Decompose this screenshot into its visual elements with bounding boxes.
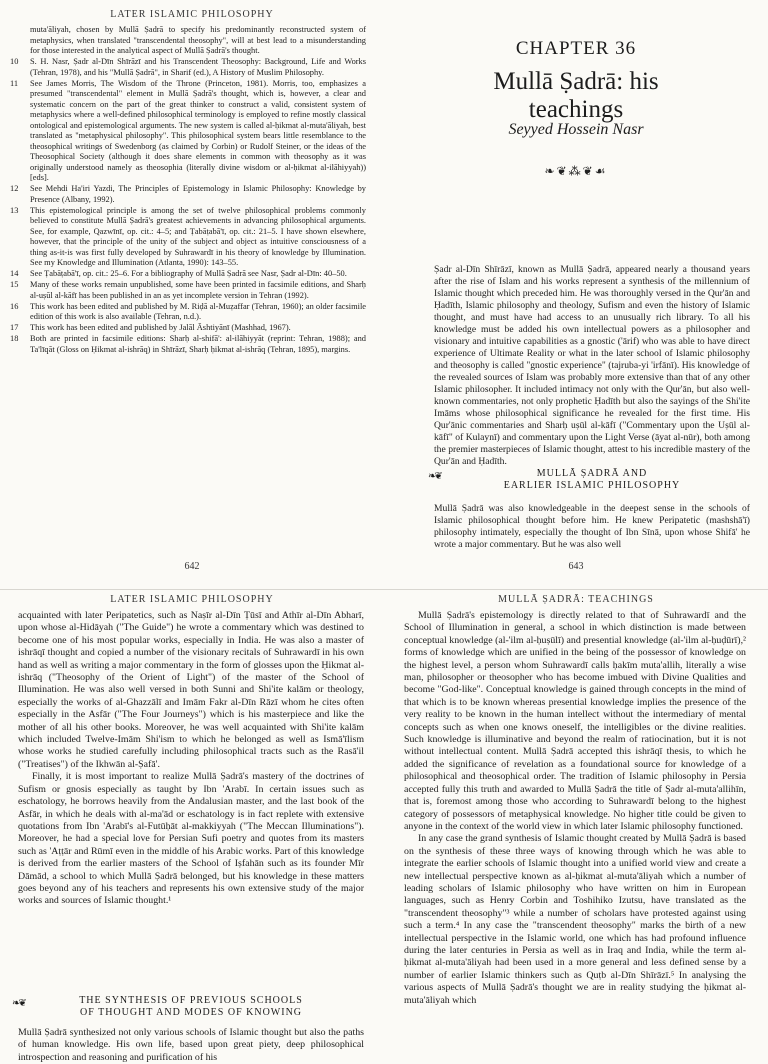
section-heading-line: MULLĀ ṢADRĀ AND bbox=[536, 468, 648, 479]
page-642 bbox=[0, 0, 384, 590]
body-text bbox=[18, 1027, 364, 1064]
paragraph: In any case the grand synthesis of Islamic thought created by Mullā Ṣadrā is based on the synthesis of these three ways of knowing through which he was able to integrate the earlier schools of Islamic thought into a unified world view and create a new intellectual perspective known as al-ḥikmat al-muta'āliyah which a number of leading scholars of Islamic philosophy who have written on him in European languages, such as Henry Corbin and Toshihiko Izutsu, have translated as the "transcendent theosophy"³ while a number of scholars have protested against using such a term.⁴ In any case the "transcendent theosophy" marks the birth of a new intellectual perspective in the Islamic world, one which has had profound influence during the later centuries in Persia as well as in Iraq and India, while the term al-ḥikmat al-muta'āliyah had been used in a more general and less defined sense by a number of earlier Islamic thinkers such as Quṭb al-Dīn Shīrāzī.⁵ In analysing the various aspects of Mullā Ṣadrā's thought we are in reality studying the ḥikmat al-muta'āliyah which bbox=[404, 833, 746, 1006]
endnotes bbox=[10, 25, 366, 356]
body-text bbox=[434, 264, 750, 468]
page-number: 642 bbox=[184, 561, 200, 572]
endnote: 14 See Ṭabāṭabā'ī, op. cit.: 25–6. For a bibliography of Mullā Ṣadrā see Nasr, Ṣadr al-Dīn: 40–50. bbox=[10, 269, 347, 278]
endnote: 18 Both are printed in facsimile editions: Sharḥ al-shifā': al-ilāhiyyāt (reprint: Tehran, 1988); and Ta'līqāt (Gloss on Ḥikmat al-ishrāq) in Shīrāzī, Sharḥ ḥikmat al-ishrāq (Tehran, 1895), margins. bbox=[10, 334, 366, 354]
section-heading-line: THE SYNTHESIS OF PREVIOUS SCHOOLS bbox=[79, 995, 303, 1006]
section-heading bbox=[428, 468, 750, 492]
endnote: 17 This work has been edited and published by Jalāl Āshtiyānī (Mashhad, 1967). bbox=[10, 323, 291, 332]
page-number: 643 bbox=[568, 561, 584, 572]
ornament-icon: ❧❦ bbox=[12, 998, 25, 1009]
section-heading-line: OF THOUGHT AND MODES OF KNOWING bbox=[79, 1007, 303, 1018]
endnote: muta'āliyah, chosen by Mullā Ṣadrā to specify his predominantly reconstructed system of metaphysics, when translated "transcendental theosophy", will at best lead to a misunderstanding for those interested in the analytical aspect of Mullā Ṣadrā's thought. bbox=[30, 25, 366, 55]
chapter-title bbox=[384, 68, 768, 124]
running-head: LATER ISLAMIC PHILOSOPHY bbox=[110, 9, 274, 20]
section-heading-line: EARLIER ISLAMIC PHILOSOPHY bbox=[503, 480, 681, 491]
ornament-icon: ❧❦ bbox=[428, 471, 441, 482]
body-text bbox=[18, 610, 364, 908]
running-head: LATER ISLAMIC PHILOSOPHY bbox=[110, 594, 274, 605]
endnote: 13 This epistemological principle is among the set of twelve philosophical problems commonly believed to constitute Mullā Ṣadrā's greatest achievements in advancing philosophical arguments. See, for example, Qazwīnī, op. cit.: 4–5; and Ṭabāṭabā'ī, op. cit.: 21–5. I have shown elsewhere, however, that the principle of the unity of the subject and object as intuitive consciousness of a thing as-it-is was first fully developed by Suhrawardī in his theory of knowledge by Illumination. See my Knowledge and Illumination (Atlanta, 1990): 143–55. bbox=[10, 205, 366, 267]
page-643 bbox=[384, 0, 768, 590]
running-head: MULLĀ ṢADRĀ: TEACHINGS bbox=[498, 594, 654, 605]
paragraph: acquainted with later Peripatetics, such as Naṣīr al-Dīn Ṭūsī and Athīr al-Dīn Abharī, upon whose al-Hidāyah ("The Guide") he wrote a commentary which was destined to become one of his most popular works, especially in India. He was also a master of ishrāqī thought and copied a number of the visionary recitals of Suhrawardī in his own hand as well as writing a major commentary in the form of glosses upon the Ḥikmat al-ishrāq ("Theosophy of the Orient of Light") of the master of the School of Illumination. He was also well versed in both Sunni and Shi'ite kalām or theology, especially the works of al-Ghazzālī and Imām Fakr al-Dīn Rāzī whom he cites often especially in the Asfār ("The Four Journeys") which is his masterpiece and like the mother of all his other books. Moreover, he was well acquainted with Shi'ite kalām which included Twelve-Imām Shi'ism to which he belonged as well as Ismā'īlism whose works he studied carefully including philosophical tracts such as the Rasā'il ("Treatises") of the Ikhwān al-Ṣafā'. bbox=[18, 610, 364, 770]
chapter-title-line: teachings bbox=[528, 96, 624, 123]
chapter-title-line: Mullā Ṣadrā: his bbox=[493, 68, 659, 95]
endnote: 10 S. H. Nasr, Ṣadr al-Dīn Shīrāzī and his Transcendent Theosophy: Background, Life and Works (Tehran, 1978), and his "Mullā Ṣadrā", in Sharif (ed.), A History of Muslim Philosophy. bbox=[10, 57, 366, 77]
section-heading bbox=[12, 995, 364, 1019]
endnote: 12 See Mehdi Ha'iri Yazdi, The Principles of Epistemology in Islamic Philosophy: Knowledge by Presence (Albany, 1992). bbox=[10, 184, 366, 204]
paragraph: Ṣadr al-Dīn Shīrāzī, known as Mullā Ṣadrā, appeared nearly a thousand years after the rise of Islam and his works represent a synthesis of the millennium of Islamic thought which preceded him. He was thoroughly versed in the Qur'ān and Ḥadīth, Islamic philosophy and theology, Sufism and even the history of Islamic thought, and must have had access to an unusually rich library. To all his knowledge must be added his own intellectual powers as a philosopher and visionary and intuitive capabilities as a gnostic ('ārif) who was able to have direct experience of Ultimate Reality or what in the later school of Islamic philosophy and theosophy is called "gnostic experience" (tajruba-yi 'irfānī). His knowledge of the revealed sources of Islam was probably more extensive than that of any other Islamic philosopher. It included intimacy not only with the Qur'ān, but also well-known commentaries, not only prophetic Ḥadīth but also the sayings of the Shi'ite Imāms whose philosophical significance he revealed for the first time. His Qur'ānic commentaries and Sharḥ uṣūl al-kāfī ("Commentary upon the Uṣūl al-kāfī" of Kulaynī) and commentary upon the Light Verse (āyat al-nūr), both among the premier masterpieces of Islamic thought, attest to his incredible mastery of the Qur'ān and Ḥadīth. bbox=[434, 264, 750, 467]
paragraph: Finally, it is most important to realize Mullā Ṣadrā's mastery of the doctrines of Sufism or gnosis especially as taught by Ibn 'Arabī. In certain issues such as eschatology, he borrows heavily from the Andalusian master, and the last book of the Asfār, in which he deals with al-ma'ād or eschatology is in fact replete with extensive quotations from Ibn 'Arabī's al-Futūḥāt al-makkiyyah ("The Meccan Illuminations"). Moreover, he had a special love for Persian Sufi poetry and quotes from its masters such as 'Aṭṭār and Rūmī even in the middle of his Arabic works. Part of this knowledge is derived from the earlier masters of the School of Iṣfahān such as its founder Mīr Dāmād, a school to which Mullā Ṣadrā belonged, but his knowledge in these matters goes beyond any of his teachers and represents his own extensive study of the major works and sources of Islamic thought.¹ bbox=[18, 771, 364, 907]
chapter-author: Seyyed Hossein Nasr bbox=[508, 121, 644, 138]
ornament-icon: ❧❦⁂❦☙ bbox=[544, 164, 608, 178]
page-644 bbox=[0, 590, 384, 1063]
endnote: 16 This work has been edited and published by M. Riḍā al-Muẓaffar (Tehran, 1960); an older facsimile edition of this work is also available (Tehran, n.d.). bbox=[10, 301, 366, 321]
endnote: 15 Many of these works remain unpublished, some have been printed in facsimile editions, and Sharḥ al-uṣūl al-kāfī has been published in an as yet incomplete version in Tehran (1992). bbox=[10, 280, 366, 300]
chapter-number: CHAPTER 36 bbox=[515, 38, 637, 59]
page-645 bbox=[384, 590, 768, 1024]
paragraph: Mullā Ṣadrā synthesized not only various schools of Islamic thought but also the paths of human knowledge. His own life, based upon great piety, deep philosophical introspection and reasoning and purification of his bbox=[18, 1027, 364, 1063]
body-text bbox=[434, 503, 750, 551]
body-text bbox=[404, 610, 746, 1007]
endnote: 11 See James Morris, The Wisdom of the Throne (Princeton, 1981). Morris, too, emphasizes a presumed "transcendental" element in Mullā Ṣadrā's thought, which is, however, a clear and systematic concern on the part of the great thinker to construct a valid, consistent system of metaphysics where a well-defined philosophical terminology is employed to refine mostly classical ontological and epistemological arguments. The new system is called al-ḥikmat al-muta'āliyah, best translated as "metaphysical philosophy". This philosophical system bears little resemblance to the theosophical writings of Swedenborg (as claimed by Corbin) or Rudolf Steiner, or the ideas of the Theosophical Society (although it does share elements in common with theosophy as it was originally understood namely as theosophia (literally divine wisdom or al-ḥikmat al-ilāhiyyah)) [eds]. bbox=[10, 78, 366, 182]
paragraph: Mullā Ṣadrā was also knowledgeable in the deepest sense in the schools of Islamic philosophical thought before him. He knew Peripatetic (mashshā'ī) philosophy intimately, especially the thought of Ibn Sīnā, upon whose Shifā' he wrote a major commentary. But he was also well bbox=[434, 503, 750, 550]
paragraph: Mullā Ṣadrā's epistemology is directly related to that of Suhrawardī and the School of Illumination in general, a school in which distinction is made between conceptual knowledge (al-'ilm al-ḥuṣūlī) and presential knowledge (al-'ilm al-ḥuḍūrī),² forms of knowledge which are unified in the being of the possessor of knowledge on the highest level, a person whom Suhrawardī calls ḥakīm muta'allih, literally a wise man, philosopher or theosopher who has become imbued with Divine Qualities and become "God-like". Conceptual knowledge is gained through concepts in the mind of that which is to be known whereas presential knowledge implies the presence of the very reality to be known in the human intellect without the intermediary of mental concepts such as when one knows oneself, the intelligibles or the divine realities. Such knowledge is illuminative and beyond the realm of ratiocination, but it is not without intellectual content. Mullā Ṣadrā accepted this ishrāqī thesis, to which he added the significance of revelation as a foundational source for knowledge of a philosophical and theosophical order. The tradition of Islamic philosophy in Persia accepted fully this truth and awarded to Mullā Ṣadrā the title of Ṣadr al-muta'allihīn, that is, foremost among those who according to Suhrawardī belong to the highest category of possessors of metaphysical knowledge. No higher title could be given to anyone in the context of the world view in which later Islamic philosophy functioned. bbox=[404, 610, 746, 832]
